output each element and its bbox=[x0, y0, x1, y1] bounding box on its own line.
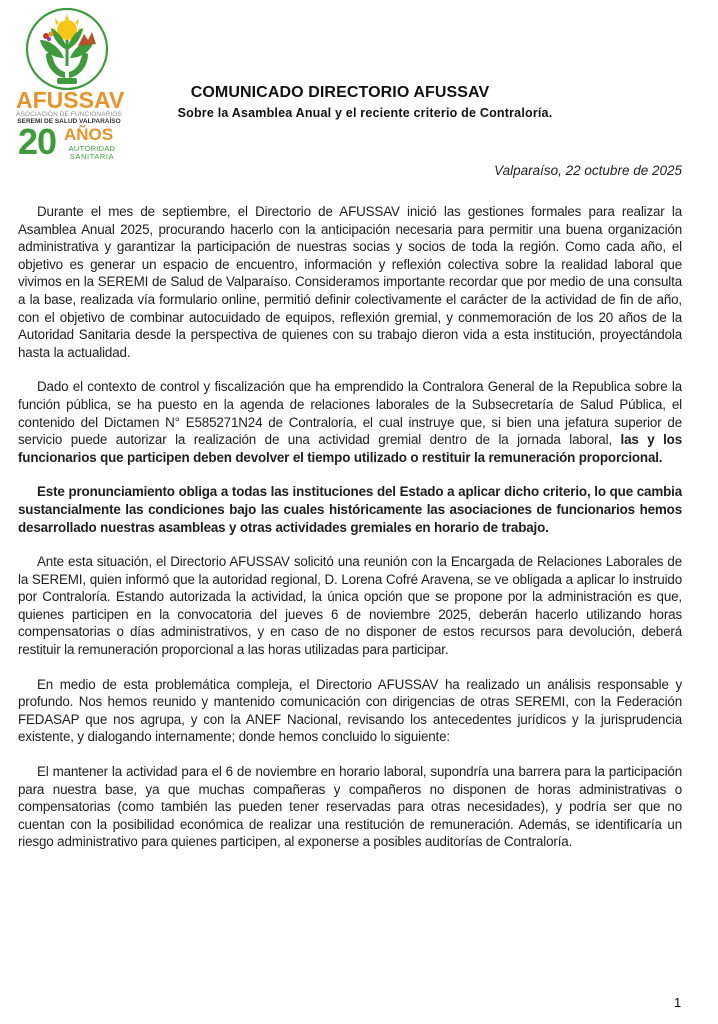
paragraph-5 bbox=[18, 676, 682, 746]
paragraph-2 bbox=[18, 378, 682, 466]
paragraph-5-text: En medio de esta problemática compleja, el Directorio AFUSSAV ha realizado un análisis responsable y profundo. Nos hemos reunido y mantenido comunicación con dirigencias de otras SEREMI, con la Federación FEDASAP que nos agrupa, y con la ANEF Nacional, revisando los antecedentes jurídicos y la jurisprudencia existente, y dialogando internamente; donde hemos concluido lo siguiente: bbox=[18, 676, 682, 745]
paragraph-2-bold-text: las y los funcionarios que participen deben devolver el tiempo utilizado o restituir la remuneración proporcional. bbox=[18, 432, 683, 465]
document-subtitle: Sobre la Asamblea Anual y el reciente criterio de Contraloría. bbox=[177, 106, 553, 120]
paragraph-4 bbox=[18, 553, 682, 659]
logo-tagline-sanitaria: SANITARIA bbox=[69, 152, 115, 161]
logo-tagline-autoridad: AUTORIDAD bbox=[68, 144, 116, 153]
logo-subtitle-seremi: SEREMI DE SALUD VALPARAÍSO bbox=[17, 118, 121, 125]
paragraph-6-text: El mantener la actividad para el 6 de noviembre en horario laboral, supondría una barrera para la participación para nuestra base, ya que muchas compañeras y compañeros no disponen de horas administrativas o compensatorias (como también las pueden tener reservadas para otras necesidades), y podría ser que no cuentan con la posibilidad económica de realizar una restitución de remuneración. Además, se identificaría un riesgo administrativo para quienes participen, al exponerse a posibles auditorías de Contraloría. bbox=[18, 764, 682, 850]
dateline: Valparaíso, 22 octubre de 2025 bbox=[494, 163, 682, 178]
paragraph-1-text: Durante el mes de septiembre, el Directorio de AFUSSAV inició las gestiones formales para realizar la Asamblea Anual 2025, procurando hacerlo con la anticipación necesaria para permitir una buena organización administrativa y garantizar la participación de nuestras socias y socios de toda la región. Como cada año, el objetivo es generar un espacio de encuentro, información y reflexión colectiva sobre la realidad laboral que vivimos en la SEREMI de Salud de Valparaíso. Consideramos importante recordar que por medio de una consulta a la base, realizada vía formulario online, permitió definir colectivamente el carácter de la actividad de fin de año, con el objetivo de combinar autocuidado de equipos, reflexión gremial, y conmemoración de los 20 años de la Autoridad Sanitaria desde la perspectiva de quienes con su trabajo dieron vida a esta institución, proyectándola hasta la actualidad. bbox=[18, 204, 682, 360]
document-body bbox=[18, 203, 682, 868]
afussav-emblem-icon bbox=[24, 6, 110, 92]
document-title: COMUNICADO DIRECTORIO AFUSSAV bbox=[190, 84, 490, 101]
afussav-logo bbox=[14, 6, 124, 166]
paragraph-6 bbox=[18, 763, 682, 851]
logo-anniversary-word: AÑOS bbox=[64, 125, 114, 144]
paragraph-3-bold-text: Este pronunciamiento obliga a todas las instituciones del Estado a aplicar dicho criterio, lo que cambia sustancialmente las condiciones bajo las cuales históricamente las asociaciones de funcionarios hemos desarrollado nuestras asambleas y otras actividades gremiales en horario de trabajo. bbox=[18, 484, 682, 535]
paragraph-3 bbox=[18, 483, 682, 536]
paragraph-1 bbox=[18, 203, 682, 361]
logo-anniversary-number: 20 bbox=[18, 121, 57, 162]
logo-name: AFUSSAV bbox=[16, 87, 125, 113]
page-number: 1 bbox=[674, 995, 682, 1010]
logo-subtitle-association: ASOCIACIÓN DE FUNCIONARIOS bbox=[16, 111, 122, 118]
paragraph-2-text: Dado el contexto de control y fiscalización que ha emprendido la Contralora General de la Republica sobre la función pública, se ha puesto en la agenda de relaciones laborales de la Subsecretaría de Salud Pública, el contenido del Dictamen N° E585271N24 de Contraloría, el cual instruye que, si bien una jefatura superior de servicio puede autorizar la realización de una actividad gremial dentro de la jornada laboral, bbox=[18, 379, 682, 448]
paragraph-4-text: Ante esta situación, el Directorio AFUSSAV solicitó una reunión con la Encargada de Relaciones Laborales de la SEREMI, quien informó que la autoridad regional, D. Lorena Cofré Aravena, se ve obligada a aplicar lo instruido por Contraloría. Estando autorizada la actividad, la única opción que se propone por la administración es que, quienes participen en la convocatoria del jueves 6 de noviembre 2025, deberán hacerlo utilizando horas compensatorias o días administrativos, y en caso de no disponer de estos recursos para devolución, deberá restituir la remuneración proporcional a las horas utilizadas para participar. bbox=[18, 554, 682, 658]
